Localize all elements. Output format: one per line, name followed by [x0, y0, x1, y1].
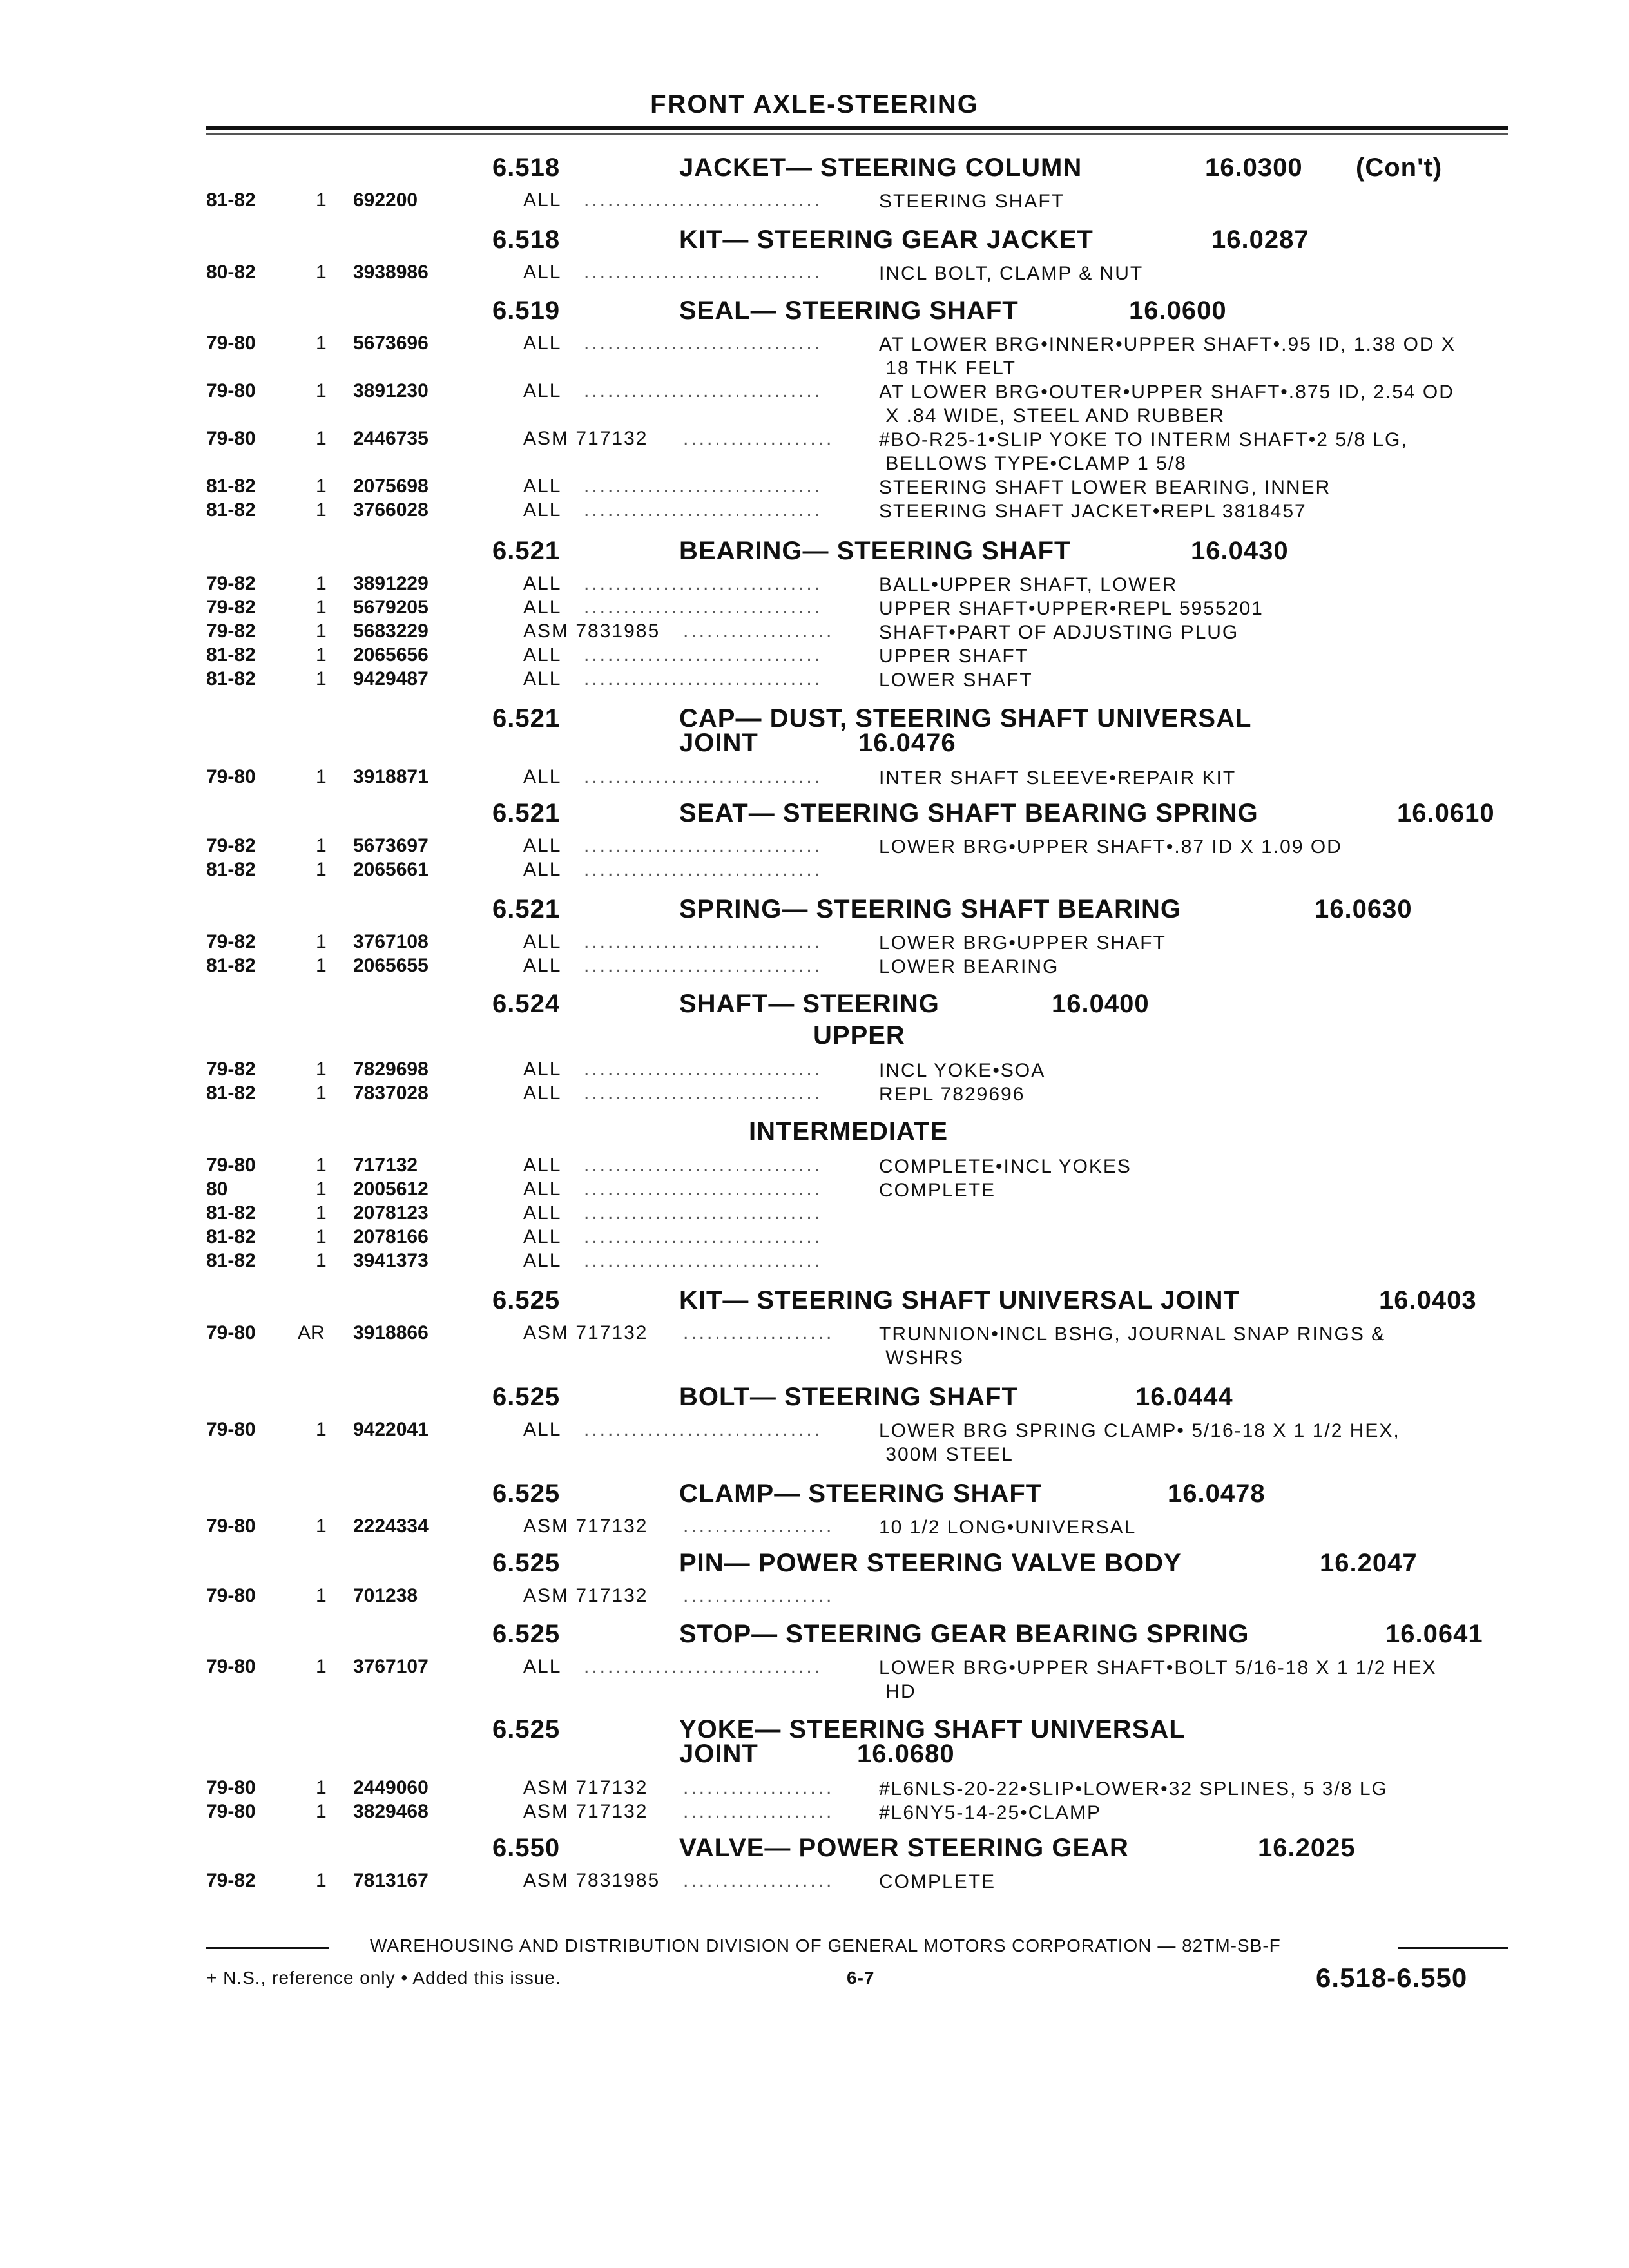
section-title: BOLT— STEERING SHAFT: [679, 1383, 1018, 1411]
leader-dots: ...................: [683, 620, 834, 642]
section-code: 16.0600: [1129, 296, 1227, 325]
model-application: ALL: [523, 931, 562, 952]
part-description: LOWER BRG•UPPER SHAFT: [879, 932, 1166, 954]
quantity: 1: [316, 766, 327, 787]
quantity: 1: [316, 1250, 327, 1271]
model-year: 81-82: [206, 189, 256, 211]
part-description: 10 1/2 LONG•UNIVERSAL: [879, 1517, 1137, 1538]
part-number: 3767107: [353, 1656, 429, 1677]
part-description: #L6NLS-20-22•SLIP•LOWER•32 SPLINES, 5 3/8 LG: [879, 1778, 1388, 1800]
part-description: AT LOWER BRG•OUTER•UPPER SHAFT•.875 ID, 2.54 OD X .84 WIDE, STEEL AND RUBBER: [879, 381, 1454, 427]
footer-rule-left: [206, 1947, 329, 1949]
leader-dots: ..............................: [584, 332, 823, 354]
part-description: STEERING SHAFT JACKET•REPL 3818457: [879, 501, 1307, 522]
model-year: 79-82: [206, 597, 256, 618]
page-title: FRONT AXLE-STEERING: [650, 90, 979, 119]
section-code: 16.0287: [1211, 226, 1309, 254]
part-number: 2005612: [353, 1178, 429, 1200]
table-row: [0, 1801, 1629, 1825]
part-description: STEERING SHAFT: [879, 191, 1065, 212]
leader-dots: ..............................: [584, 644, 823, 666]
leader-dots: ..............................: [584, 1419, 823, 1440]
part-number: 2446735: [353, 428, 429, 449]
model-application: ALL: [523, 668, 562, 689]
section-code: 16.0476: [858, 729, 956, 757]
section-number: 6.521: [492, 537, 561, 565]
model-year: 79-80: [206, 332, 256, 354]
model-application: ALL: [523, 1178, 562, 1200]
table-row: [0, 1059, 1629, 1083]
section-number: 6.521: [492, 895, 561, 923]
part-number: 5673697: [353, 835, 429, 856]
section-number: 6.524: [492, 990, 561, 1018]
leader-dots: ..............................: [584, 1250, 823, 1271]
table-row: [0, 835, 1629, 860]
model-application: ASM 717132: [523, 1801, 648, 1822]
part-description: STEERING SHAFT LOWER BEARING, INNER: [879, 477, 1331, 498]
model-application: ALL: [523, 644, 562, 666]
model-year: 79-80: [206, 1656, 256, 1677]
page-number: 6-7: [847, 1968, 875, 1988]
part-number: 3918871: [353, 766, 429, 787]
model-year: 79-80: [206, 1155, 256, 1176]
leader-dots: ...................: [683, 1585, 834, 1606]
part-description: #L6NY5-14-25•CLAMP: [879, 1802, 1101, 1823]
section-header: [492, 990, 1523, 1019]
model-application: ASM 7831985: [523, 620, 660, 642]
model-application: ASM 717132: [523, 1585, 648, 1606]
section-number: 6.525: [492, 1549, 561, 1577]
part-description: COMPLETE•INCL YOKES: [879, 1156, 1132, 1177]
part-description: TRUNNION•INCL BSHG, JOURNAL SNAP RINGS & WSHRS: [879, 1323, 1386, 1369]
quantity: 1: [316, 859, 327, 880]
model-year: 79-80: [206, 1585, 256, 1606]
model-application: ASM 7831985: [523, 1870, 660, 1891]
model-application: ALL: [523, 262, 562, 283]
leader-dots: ..............................: [584, 189, 823, 211]
model-application: ASM 717132: [523, 1777, 648, 1798]
section-title: SHAFT— STEERING: [679, 990, 940, 1018]
quantity: 1: [316, 573, 327, 594]
model-year: 79-82: [206, 620, 256, 642]
leader-dots: ..............................: [584, 1202, 823, 1224]
model-application: ASM 717132: [523, 1322, 648, 1343]
leader-dots: ...................: [683, 428, 834, 449]
section-title: VALVE— POWER STEERING GEAR: [679, 1834, 1129, 1862]
table-row: [0, 1250, 1629, 1274]
part-description: LOWER BEARING: [879, 956, 1059, 977]
quantity: 1: [316, 380, 327, 401]
table-row: [0, 1226, 1629, 1251]
table-row: [0, 668, 1629, 693]
section-code: 16.0430: [1191, 537, 1289, 565]
leader-dots: ..............................: [584, 597, 823, 618]
section-number: 6.525: [492, 1479, 561, 1508]
model-year: 79-80: [206, 1801, 256, 1822]
model-application: ALL: [523, 332, 562, 354]
model-application: ALL: [523, 380, 562, 401]
section-title: SEAL— STEERING SHAFT: [679, 296, 1019, 325]
section-title: PIN— POWER STEERING VALVE BODY: [679, 1549, 1182, 1577]
model-year: 81-82: [206, 1082, 256, 1104]
model-application: ALL: [523, 499, 562, 521]
part-description: AT LOWER BRG•INNER•UPPER SHAFT•.95 ID, 1.38 OD X 18 THK FELT: [879, 334, 1456, 379]
table-row: [0, 1515, 1629, 1540]
part-description: LOWER BRG SPRING CLAMP• 5/16-18 X 1 1/2 HEX, 300M STEEL: [879, 1420, 1400, 1465]
leader-dots: ..............................: [584, 668, 823, 689]
leader-dots: ...................: [683, 1801, 834, 1822]
section-code: 16.0403: [1379, 1286, 1477, 1314]
part-number: 3941373: [353, 1250, 429, 1271]
quantity: 1: [316, 428, 327, 449]
section-number: 6.525: [492, 1383, 561, 1411]
section-code: 16.0400: [1052, 990, 1150, 1018]
part-number: 2065661: [353, 859, 429, 880]
part-description: INTER SHAFT SLEEVE•REPAIR KIT: [879, 767, 1237, 789]
section-header: [492, 153, 1523, 183]
part-description: UPPER SHAFT•UPPER•REPL 5955201: [879, 598, 1264, 619]
section-code: 16.2025: [1258, 1834, 1356, 1862]
leader-dots: ..............................: [584, 955, 823, 976]
model-year: 79-80: [206, 1322, 256, 1343]
leader-dots: ..............................: [584, 766, 823, 787]
table-row: [0, 1082, 1629, 1107]
subsection-label: UPPER: [813, 1021, 905, 1050]
model-year: 81-82: [206, 1226, 256, 1247]
section-title-continued: JOINT: [679, 729, 758, 757]
quantity: 1: [316, 597, 327, 618]
model-year: 81-82: [206, 668, 256, 689]
part-number: 3891230: [353, 380, 429, 401]
quantity: 1: [316, 1801, 327, 1822]
table-row: [0, 476, 1629, 500]
part-description: LOWER BRG•UPPER SHAFT•BOLT 5/16-18 X 1 1/2 HEX HD: [879, 1657, 1437, 1702]
leader-dots: ..............................: [584, 262, 823, 283]
footer-legend: + N.S., reference only • Added this issue.: [206, 1968, 561, 1988]
model-application: ALL: [523, 1656, 562, 1677]
section-code: 16.0630: [1315, 895, 1412, 923]
model-application: ASM 717132: [523, 428, 648, 449]
section-code: 16.0478: [1168, 1479, 1266, 1508]
section-header: [492, 1834, 1523, 1863]
table-row: [0, 1155, 1629, 1179]
quantity: 1: [316, 476, 327, 497]
quantity: 1: [316, 620, 327, 642]
section-header: [492, 1383, 1523, 1412]
footer-division: WAREHOUSING AND DISTRIBUTION DIVISION OF GENERAL MOTORS CORPORATION — 82TM-SB-F: [370, 1936, 1281, 1956]
section-header: [492, 226, 1523, 255]
model-year: 81-82: [206, 1250, 256, 1271]
quantity: 1: [316, 1178, 327, 1200]
part-number: 7837028: [353, 1082, 429, 1104]
leader-dots: ...................: [683, 1777, 834, 1798]
part-description: LOWER BRG•UPPER SHAFT•.87 ID X 1.09 OD: [879, 836, 1342, 858]
section-number: 6.550: [492, 1834, 561, 1862]
section-header: [492, 296, 1523, 326]
quantity: 1: [316, 1082, 327, 1104]
table-row: [0, 931, 1629, 956]
section-title: JACKET— STEERING COLUMN: [679, 153, 1083, 182]
model-year: 79-80: [206, 428, 256, 449]
part-description: BALL•UPPER SHAFT, LOWER: [879, 574, 1178, 595]
table-row: [0, 1202, 1629, 1227]
model-year: 81-82: [206, 1202, 256, 1224]
part-number: 2449060: [353, 1777, 429, 1798]
model-application: ASM 717132: [523, 1515, 648, 1537]
quantity: 1: [316, 835, 327, 856]
section-header: [492, 537, 1523, 566]
model-application: ALL: [523, 1155, 562, 1176]
section-code: 16.0680: [857, 1740, 955, 1768]
section-header: [492, 704, 1523, 758]
model-year: 81-82: [206, 859, 256, 880]
model-application: ALL: [523, 1226, 562, 1247]
part-number: 7813167: [353, 1870, 429, 1891]
table-row: [0, 1419, 1629, 1465]
section-code: 16.0444: [1135, 1383, 1233, 1411]
model-year: 81-82: [206, 955, 256, 976]
quantity: 1: [316, 1656, 327, 1677]
model-application: ALL: [523, 597, 562, 618]
part-description: INCL YOKE•SOA: [879, 1060, 1046, 1081]
part-description: REPL 7829696: [879, 1084, 1025, 1105]
leader-dots: ..............................: [584, 1226, 823, 1247]
section-title: KIT— STEERING GEAR JACKET: [679, 226, 1094, 254]
section-title: CLAMP— STEERING SHAFT: [679, 1479, 1043, 1508]
model-year: 81-82: [206, 476, 256, 497]
leader-dots: ..............................: [584, 859, 823, 880]
part-number: 2078166: [353, 1226, 429, 1247]
continued-label: (Con't): [1356, 153, 1443, 182]
model-year: 81-82: [206, 644, 256, 666]
section-number: 6.518: [492, 226, 561, 254]
section-header: [492, 1549, 1523, 1579]
part-number: 2075698: [353, 476, 429, 497]
model-year: 79-82: [206, 931, 256, 952]
model-application: ALL: [523, 573, 562, 594]
leader-dots: ..............................: [584, 1155, 823, 1176]
table-row: [0, 189, 1629, 214]
quantity: 1: [316, 499, 327, 521]
leader-dots: ..............................: [584, 573, 823, 594]
model-year: 79-82: [206, 573, 256, 594]
model-year: 80-82: [206, 262, 256, 283]
model-year: 79-80: [206, 1419, 256, 1440]
quantity: 1: [316, 1870, 327, 1891]
part-number: 692200: [353, 189, 418, 211]
table-row: [0, 1322, 1629, 1369]
model-application: ALL: [523, 859, 562, 880]
part-description: COMPLETE: [879, 1871, 996, 1892]
table-row: [0, 1870, 1629, 1894]
quantity: 1: [316, 1419, 327, 1440]
table-row: [0, 499, 1629, 524]
model-year: 79-82: [206, 1870, 256, 1891]
table-row: [0, 620, 1629, 645]
part-description: INCL BOLT, CLAMP & NUT: [879, 263, 1144, 284]
part-number: 2078123: [353, 1202, 429, 1224]
model-application: ALL: [523, 476, 562, 497]
leader-dots: ..............................: [584, 380, 823, 401]
table-row: [0, 428, 1629, 474]
part-number: 9422041: [353, 1419, 429, 1440]
quantity: 1: [316, 931, 327, 952]
part-number: 7829698: [353, 1059, 429, 1080]
part-number: 5673696: [353, 332, 429, 354]
leader-dots: ..............................: [584, 1178, 823, 1200]
section-number: 6.525: [492, 1286, 561, 1314]
part-number: 9429487: [353, 668, 429, 689]
quantity: AR: [298, 1322, 325, 1343]
section-header: [492, 895, 1523, 925]
section-header: [492, 1286, 1523, 1316]
section-title: STOP— STEERING GEAR BEARING SPRING: [679, 1620, 1249, 1648]
model-year: 80: [206, 1178, 228, 1200]
section-title: BEARING— STEERING SHAFT: [679, 537, 1071, 565]
section-code: 16.0610: [1397, 799, 1495, 827]
part-number: 3918866: [353, 1322, 429, 1343]
part-number: 3767108: [353, 931, 429, 952]
quantity: 1: [316, 1585, 327, 1606]
quantity: 1: [316, 1059, 327, 1080]
section-header: [492, 1715, 1523, 1769]
section-number: 6.525: [492, 1715, 561, 1744]
part-number: 2224334: [353, 1515, 429, 1537]
section-number: 6.518: [492, 153, 561, 182]
table-row: [0, 597, 1629, 621]
table-row: [0, 644, 1629, 669]
part-number: 2065655: [353, 955, 429, 976]
header-rule: [206, 126, 1508, 130]
leader-dots: ...................: [683, 1515, 834, 1537]
section-code: 16.0641: [1385, 1620, 1483, 1648]
part-number: 717132: [353, 1155, 418, 1176]
table-row: [0, 1585, 1629, 1610]
quantity: 1: [316, 262, 327, 283]
table-row: [0, 332, 1629, 379]
section-title: SPRING— STEERING SHAFT BEARING: [679, 895, 1181, 923]
section-title: YOKE— STEERING SHAFT UNIVERSAL: [679, 1715, 1186, 1744]
leader-dots: ...................: [683, 1870, 834, 1891]
table-row: [0, 380, 1629, 427]
table-row: [0, 859, 1629, 883]
quantity: 1: [316, 1226, 327, 1247]
table-row: [0, 1777, 1629, 1802]
quantity: 1: [316, 955, 327, 976]
leader-dots: ..............................: [584, 931, 823, 952]
quantity: 1: [316, 1202, 327, 1224]
part-number: 2065656: [353, 644, 429, 666]
quantity: 1: [316, 189, 327, 211]
part-number: 701238: [353, 1585, 418, 1606]
subsection-label: INTERMEDIATE: [749, 1117, 949, 1146]
model-year: 79-80: [206, 380, 256, 401]
section-number: 6.519: [492, 296, 561, 325]
model-year: 79-80: [206, 1777, 256, 1798]
quantity: 1: [316, 332, 327, 354]
section-title: SEAT— STEERING SHAFT BEARING SPRING: [679, 799, 1258, 827]
model-application: ALL: [523, 835, 562, 856]
leader-dots: ..............................: [584, 1656, 823, 1677]
section-title-continued: JOINT: [679, 1740, 758, 1768]
part-description: COMPLETE: [879, 1180, 996, 1201]
leader-dots: ..............................: [584, 835, 823, 856]
section-header: [492, 1620, 1523, 1649]
model-year: 79-80: [206, 1515, 256, 1537]
model-application: ALL: [523, 1202, 562, 1224]
model-application: ALL: [523, 766, 562, 787]
footer-rule-right: [1398, 1947, 1508, 1949]
part-number: 3938986: [353, 262, 429, 283]
leader-dots: ..............................: [584, 1082, 823, 1104]
section-code: 16.2047: [1320, 1549, 1418, 1577]
table-row: [0, 955, 1629, 979]
section-number: 6.521: [492, 704, 561, 733]
part-number: 3766028: [353, 499, 429, 521]
quantity: 1: [316, 668, 327, 689]
leader-dots: ..............................: [584, 1059, 823, 1080]
section-header: [492, 1479, 1523, 1509]
model-year: 81-82: [206, 499, 256, 521]
section-title: CAP— DUST, STEERING SHAFT UNIVERSAL: [679, 704, 1252, 733]
model-year: 79-82: [206, 1059, 256, 1080]
table-row: [0, 766, 1629, 791]
header-rule-thin: [206, 133, 1508, 135]
quantity: 1: [316, 1515, 327, 1537]
model-application: ALL: [523, 1419, 562, 1440]
leader-dots: ..............................: [584, 499, 823, 521]
model-year: 79-82: [206, 835, 256, 856]
table-row: [0, 262, 1629, 286]
table-row: [0, 1656, 1629, 1702]
page-range: 6.518-6.550: [1316, 1963, 1468, 1993]
part-number: 3829468: [353, 1801, 429, 1822]
section-code: 16.0300: [1205, 153, 1303, 182]
part-description: UPPER SHAFT: [879, 646, 1029, 667]
leader-dots: ...................: [683, 1322, 834, 1343]
section-title: KIT— STEERING SHAFT UNIVERSAL JOINT: [679, 1286, 1240, 1314]
model-application: ALL: [523, 189, 562, 211]
quantity: 1: [316, 644, 327, 666]
leader-dots: ..............................: [584, 476, 823, 497]
part-number: 3891229: [353, 573, 429, 594]
part-description: SHAFT•PART OF ADJUSTING PLUG: [879, 622, 1239, 643]
model-year: 79-80: [206, 766, 256, 787]
section-number: 6.525: [492, 1620, 561, 1648]
quantity: 1: [316, 1155, 327, 1176]
model-application: ALL: [523, 1082, 562, 1104]
part-number: 5683229: [353, 620, 429, 642]
section-header: [492, 799, 1523, 829]
section-number: 6.521: [492, 799, 561, 827]
table-row: [0, 1178, 1629, 1203]
part-number: 5679205: [353, 597, 429, 618]
table-row: [0, 573, 1629, 597]
quantity: 1: [316, 1777, 327, 1798]
model-application: ALL: [523, 1059, 562, 1080]
part-description: #BO-R25-1•SLIP YOKE TO INTERM SHAFT•2 5/8 LG, BELLOWS TYPE•CLAMP 1 5/8: [879, 429, 1408, 474]
model-application: ALL: [523, 955, 562, 976]
model-application: ALL: [523, 1250, 562, 1271]
part-description: LOWER SHAFT: [879, 669, 1033, 691]
